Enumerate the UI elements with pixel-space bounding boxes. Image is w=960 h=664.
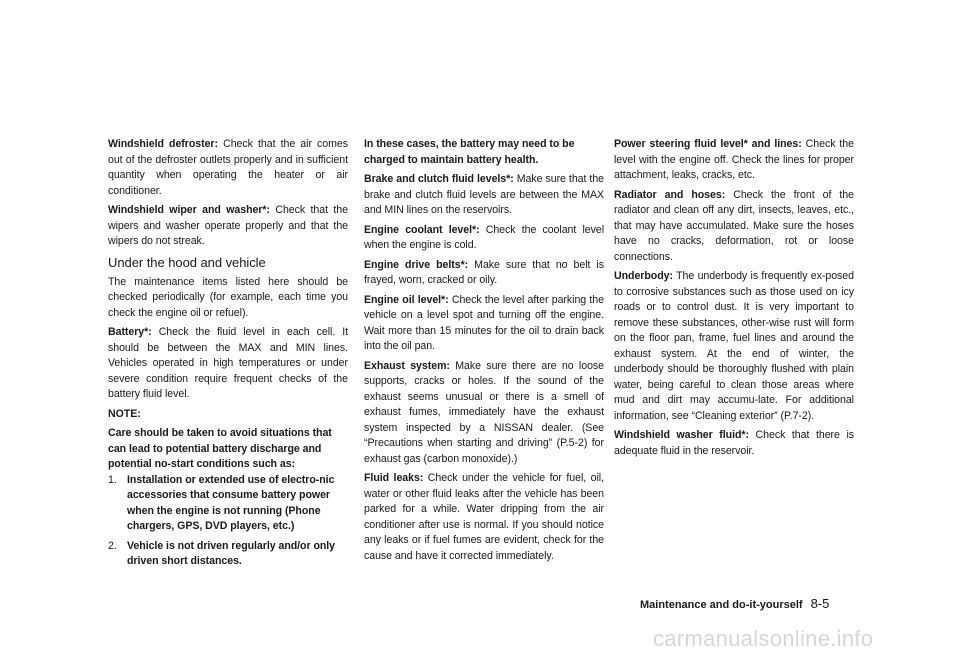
column-1 <box>108 137 348 574</box>
list-text: Vehicle is not driven regularly and/or only driven short distances. <box>127 539 336 567</box>
item-text: Check that the wipers and washer operate properly and that the wipers do not streak. <box>108 204 348 247</box>
item-label: Windshield defroster: <box>108 138 218 150</box>
list-item <box>108 539 348 570</box>
paragraph-oil-level <box>364 293 604 355</box>
page-number: 8-5 <box>810 596 830 611</box>
paragraph-exhaust <box>364 359 604 468</box>
item-label: Exhaust system: <box>364 359 450 372</box>
list-number: 1. <box>108 473 117 486</box>
paragraph-underbody <box>614 269 854 424</box>
item-label: Windshield wiper and washer*: <box>108 204 270 216</box>
paragraph-brake-clutch <box>364 172 604 219</box>
paragraph-power-steering <box>614 137 854 184</box>
item-label: Windshield washer fluid*: <box>614 429 749 441</box>
item-text: Check the coolant level when the engine is cold. <box>364 223 604 251</box>
note-text: Care should be taken to avoid situations that can lead to potential battery discharge and potential no-start conditions such as: <box>108 427 332 470</box>
item-text: Check that there is adequate fluid in the reservoir. <box>614 429 854 457</box>
item-label: Engine coolant level*: <box>364 223 480 236</box>
paragraph-battery <box>108 325 348 403</box>
item-label: Underbody: <box>614 270 673 282</box>
item-text: Make sure that the brake and clutch fluid levels are between the MAX and MIN lines on the reservoirs. <box>364 173 604 216</box>
item-text: Check that the air comes out of the defroster outlets properly and in sufficient quantity when operating the heater or air conditioner. <box>108 138 348 197</box>
paragraph-washer-fluid <box>614 428 854 459</box>
paragraph-wiper-washer <box>108 203 348 250</box>
section-heading: Under the hood and vehicle <box>108 254 266 270</box>
battery-lead: In these cases, the battery may need to be charged to maintain battery health. <box>364 138 575 166</box>
paragraph-coolant <box>364 223 604 254</box>
item-text: Check the level with the engine off. Check the lines for proper attachment, leaks, cracks, etc. <box>614 138 854 181</box>
page-footer <box>640 596 860 611</box>
item-text: Check the level after parking the vehicle on a level spot and turning off the engine. Wait more than 15 minutes for the oil to drain back into the oil pan. <box>364 293 604 352</box>
note-label: NOTE: <box>108 407 141 420</box>
list-number: 2. <box>108 539 117 552</box>
item-label: Brake and clutch fluid levels*: <box>364 173 514 185</box>
paragraph-radiator <box>614 188 854 266</box>
item-label: Power steering fluid level* and lines: <box>614 138 802 150</box>
list-text: Installation or extended use of electro-nic accessories that consume battery power when the engine is not running (Phone chargers, GPS, DVD players, etc.) <box>127 473 335 532</box>
watermark: carmanualsonline.info <box>653 626 874 651</box>
item-text: Check the fluid level in each cell. It should be between the MAX and MIN lines. Vehicles operated in high temperatures or under severe condition require frequent checks of the battery fluid level. <box>108 326 348 400</box>
footer-section-title: Maintenance and do-it-yourself <box>640 599 803 611</box>
item-text: Make sure there are no loose supports, cracks or holes. If the sound of the exhaust seems unusual or there is a smell of exhaust fumes, immediately have the exhaust system inspected by a NISSAN dealer. (See “Precautions when starting and driving” (P.5-2) for exhaust gas (carbon monoxide).) <box>364 359 604 465</box>
list-item <box>108 473 348 535</box>
item-label: Fluid leaks: <box>364 472 424 484</box>
item-text: Check under the vehicle for fuel, oil, water or other fluid leaks after the vehicle has been parked for a while. Water dripping from the air conditioner after use is normal. If you should notice any leaks or if fuel fumes are evident, check for the cause and have it corrected immediately. <box>364 472 604 562</box>
item-text: Make sure that no belt is frayed, worn, cracked or oily. <box>364 258 604 286</box>
section-intro: The maintenance items listed here should be checked periodically (for example, each time you check the engine oil or refuel). <box>108 275 348 319</box>
item-label: Radiator and hoses: <box>614 188 726 201</box>
paragraph-drive-belts <box>364 258 604 289</box>
item-label: Engine drive belts*: <box>364 258 469 271</box>
item-text: The underbody is frequently ex-posed to corrosive substances such as those used on icy roads or to control dust. It is very important to remove these substances, other-wise rust will form on the floor pan, frame, fuel lines and around the exhaust system. At the end of winter, the underbody should be thoroughly flushed with plain water, being careful to clean those areas where mud and dirt may accumu-late. For additional information, see “Cleaning exterior” (P.7-2). <box>614 270 854 422</box>
item-text: Check the front of the radiator and clean off any dirt, insects, leaves, etc., that may have accumulated. Make sure the hoses have no cracks, deformation, rot or loose connections. <box>614 188 854 263</box>
paragraph-windshield-defroster <box>108 137 348 199</box>
column-3 <box>614 137 854 463</box>
item-label: Engine oil level*: <box>364 293 449 306</box>
item-label: Battery*: <box>108 326 152 338</box>
column-2 <box>364 137 604 568</box>
paragraph-fluid-leaks <box>364 471 604 564</box>
